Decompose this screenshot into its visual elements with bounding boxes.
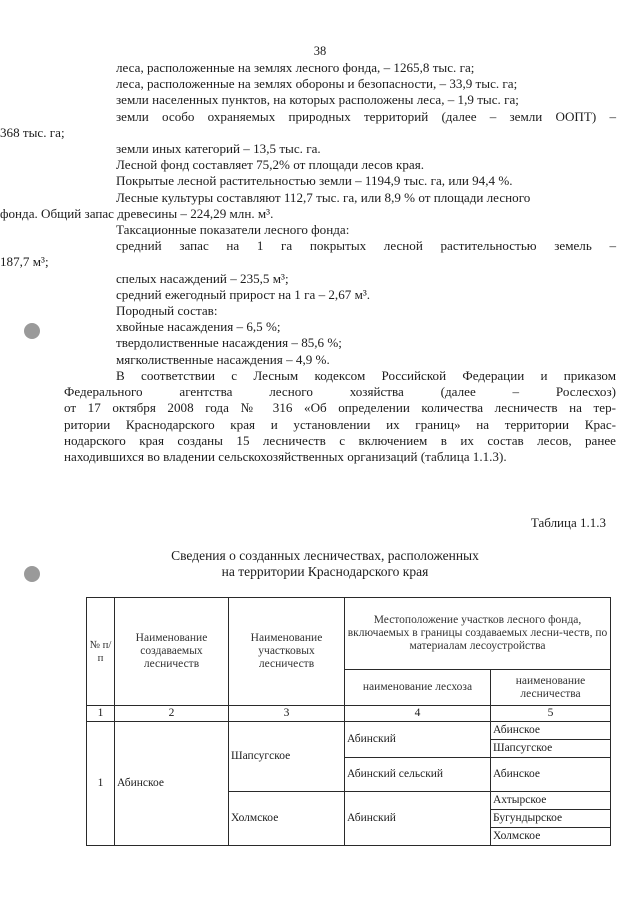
body-text xyxy=(0,60,616,384)
forestry-table xyxy=(86,597,611,846)
lesnichestvo-name: Ахтырское xyxy=(491,792,611,810)
text-line: от 17 октября 2008 года № 316 «Об определении количества лесничеств на тер- xyxy=(64,400,616,416)
text-line: Породный состав: xyxy=(116,303,218,319)
col-number: 2 xyxy=(115,706,229,722)
text-line: Федерального агентства лесного хозяйства (далее – Рослесхоз) xyxy=(64,384,616,400)
table-header-row xyxy=(87,598,611,670)
text-line: Лесной фонд составляет 75,2% от площади лесов края. xyxy=(116,157,425,173)
text-line: находившихся во владении сельскохозяйственных организаций (таблица 1.1.3). xyxy=(64,449,507,464)
paragraph-continuation xyxy=(64,384,616,465)
text-line: В соответствии с Лесным кодексом Российской Федерации и приказом xyxy=(116,367,616,383)
leskhoz-name: Абинский сельский xyxy=(345,758,491,792)
binder-hole xyxy=(24,323,40,339)
header-location: Местоположение участков лесного фонда, включаемых в границы создаваемых лесни-честв, по материалам лесоустройства xyxy=(345,598,611,670)
text-line: леса, расположенные на землях обороны и безопасности, – 33,9 тыс. га; xyxy=(116,76,518,92)
header-lesnichestvo: наименование лесничества xyxy=(491,670,611,706)
text-line: земли населенных пунктов, на которых расположены леса, – 1,9 тыс. га; xyxy=(116,92,519,108)
header-created: Наименование создаваемых лесничеств xyxy=(115,598,229,706)
leskhoz-name: Абинский xyxy=(345,792,491,846)
page-number: 38 xyxy=(313,44,327,58)
header-local: Наименование участковых лесничеств xyxy=(229,598,345,706)
text-line: средний ежегодный прирост на 1 га – 2,67 м³. xyxy=(116,286,371,302)
text-line: Лесные культуры составляют 112,7 тыс. га, или 8,9 % от площади лесного xyxy=(116,189,531,205)
header-leskhoz: наименование лесхоза xyxy=(345,670,491,706)
lesnichestvo-name: Холмское xyxy=(491,828,611,846)
header-num: № п/п xyxy=(87,598,115,706)
row-num: 1 xyxy=(87,722,115,846)
table-row xyxy=(87,722,611,740)
col-number: 5 xyxy=(491,706,611,722)
text-line: нодарского края созданы 15 лесничеств с включением в их состав лесов, ранее xyxy=(64,432,616,448)
table-caption: Таблица 1.1.3 xyxy=(530,515,606,530)
text-line: леса, расположенные на землях лесного фонда, – 1265,8 тыс. га; xyxy=(116,60,475,75)
lesnichestvo-name: Абинское xyxy=(491,758,611,792)
leskhoz-name: Абинский xyxy=(345,722,491,758)
text-line: 368 тыс. га; xyxy=(0,124,65,140)
text-line: мягколиственные насаждения – 4,9 %. xyxy=(116,351,330,367)
text-line: фонда. Общий запас древесины – 224,29 млн. м³. xyxy=(0,205,274,221)
text-line: земли иных категорий – 13,5 тыс. га. xyxy=(116,141,321,157)
table-title: Сведения о созданных лесничествах, расположенных на территории Краснодарского края xyxy=(171,548,479,579)
local-lesnichestvo: Шапсугское xyxy=(229,722,345,792)
column-number-row xyxy=(87,706,611,722)
lesnichestvo-name: Абинское xyxy=(491,722,611,740)
text-line: хвойные насаждения – 6,5 %; xyxy=(116,319,281,335)
col-number: 4 xyxy=(345,706,491,722)
lesnichestvo-name: Бугундырское xyxy=(491,810,611,828)
text-line: твердолиственные насаждения – 85,6 %; xyxy=(116,335,342,351)
text-line: земли особо охраняемых природных территорий (далее – земли ООПТ) – xyxy=(116,108,616,124)
col-number: 3 xyxy=(229,706,345,722)
local-lesnichestvo: Холмское xyxy=(229,792,345,846)
col-number: 1 xyxy=(87,706,115,722)
binder-hole xyxy=(24,566,40,582)
text-line: Покрытые лесной растительностью земли – 1194,9 тыс. га, или 94,4 %. xyxy=(116,173,513,189)
text-line: 187,7 м³; xyxy=(0,254,49,270)
text-line: Таксационные показатели лесного фонда: xyxy=(116,222,350,238)
text-line: средний запас на 1 га покрытых лесной растительностью земель – xyxy=(116,238,616,254)
text-line: ритории Краснодарского края и установлении их границ» на территории Крас- xyxy=(64,416,616,432)
text-line: спелых насаждений – 235,5 м³; xyxy=(116,270,289,286)
lesnichestvo-name: Шапсугское xyxy=(491,740,611,758)
created-lesnichestvo: Абинское xyxy=(115,722,229,846)
